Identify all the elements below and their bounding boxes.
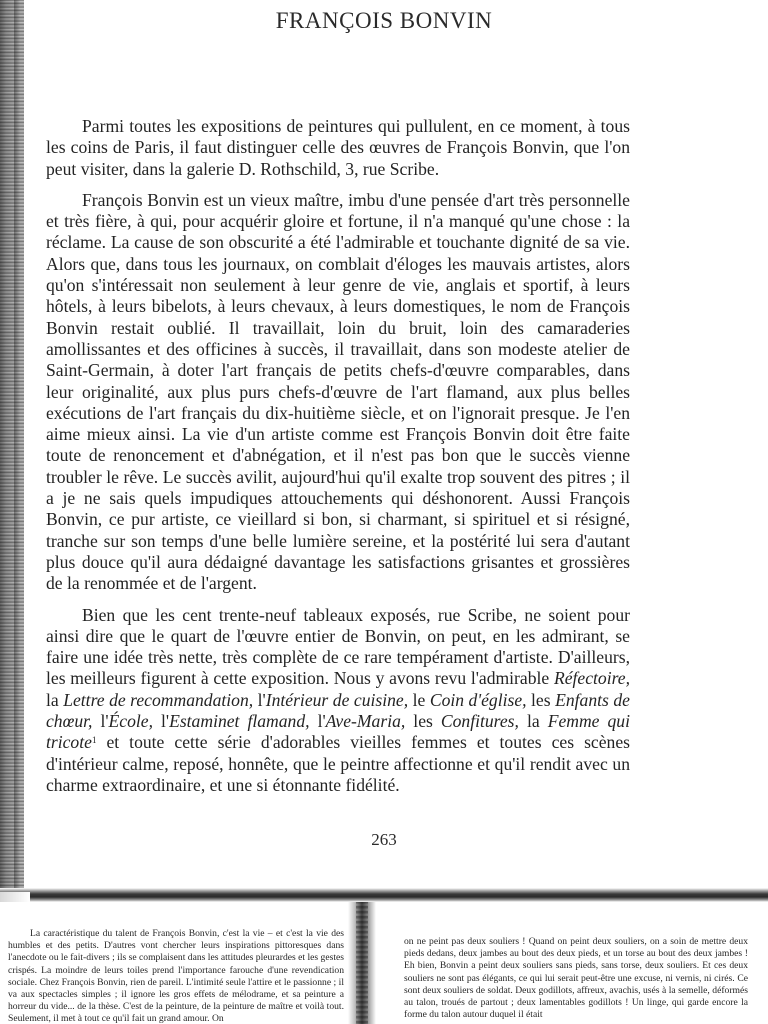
paragraph-3-outro: et toute cette série d'adorables vieilles femmes et toutes ces scènes d'intérieur calme, reposé, honnête, que le peintre affectionne et qu'il rendit avec un charme extraordinaire, et une si étonnante fidélité. xyxy=(46,732,630,795)
paragraph-3 xyxy=(46,605,630,797)
text-l-3: l' xyxy=(152,711,170,732)
title-ave-maria: Ave-Maria, xyxy=(325,711,406,732)
page-title: FRANÇOIS BONVIN xyxy=(275,8,493,33)
page-number: 263 xyxy=(371,830,397,849)
title-femme-qui-tricote: Femme qui tricote xyxy=(46,711,630,753)
text-les-2: les xyxy=(405,711,441,732)
title-enfants-de-choeur: Enfants de chœur, xyxy=(46,689,630,732)
paragraph-3-intro: Bien que les cent trente-neuf tableaux exposés, rue Scribe, ne soient pour ainsi dire que le quart de l'œuvre entier de Bonvin, on peut, en les admirant, se faire une idée très nette, très complète de ce rare tempérament d'artiste. D'ailleurs, les meilleurs figurent à cette exposition. Nous y avons revu l'admirable xyxy=(46,604,630,689)
title-coin-d-eglise: Coin d'église, xyxy=(429,689,527,710)
page-gap xyxy=(0,888,768,902)
text-la-2: la xyxy=(518,711,548,732)
text-l-1: l' xyxy=(253,689,266,710)
binding-shadow xyxy=(14,0,20,892)
paragraph-2: François Bonvin est un vieux maître, imbu d'une pensée d'art très personnelle et très fière, à qui, pour acquérir gloire et fortune, il n'a manqué qu'une chose : la réclame. La cause de son obscurité a été l'admirable et touchante dignité de sa vie. Alors que, dans tous les journaux, on comblait d'éloges les mauvais artistes, alors qu'on s'intéressait non seulement à leur genre de vie, anglais et sportif, à leurs hôtels, à leurs bibelots, à leurs chevaux, à leurs domestiques, le nom de François Bonvin restait oublié. Il travaillait, loin du bruit, loin des camaraderies amollissantes et des officines à succès, il travaillait, dans son modeste atelier de Saint-Germain, à doter l'art français de petits chefs-d'œuvre comparables, dans leur originalité, aux plus purs chefs-d'œuvre de l'art flamand, aux plus belles exécutions de l'art français du dix-huitième siècle, et on l'ignorait presque. Je l'en aime mieux ainsi. La vie d'un artiste comme est François Bonvin doit être faite toute de renoncement et d'abnégation, et il n'est pas bon que le succès vienne troubler le rêve. Le succès avilit, aujourd'hui qu'il exalte trop souvent des pitres ; il a je ne sais quels impudiques attouchements qui déshonorent. Aussi François Bonvin, ce pur artiste, ce vieillard si bon, si charmant, si spirituel et si résigné, tranche sur son temps d'une belle lumière sereine, et la postérité lui sera d'autant plus douce qu'il aura dédaigné davantage les satisfactions grisantes et grossières de la renommée et de l'argent. xyxy=(46,189,630,594)
next-spread-right-text: on ne peint pas deux souliers ! Quand on peint deux souliers, on a soin de mettre deux pieds dedans, deux jambes au bout des deux pieds, et un torse au bout des deux jambes ! Eh bien, Bonvin a peint deux souliers sans pieds, sans torse, deux souliers. Et ces deux souliers ne sont pas élégants, ce qui lui serait peut-être une excuse, ni vernis, ni cirés. Ce sont deux souliers de soldat. Deux godillots, affreux, avachis, usés à la semelle, déformés au talon, troués de partout ; deux lamentables godillots ! Un linge, qui garde encore la forme du talon autour duquel il était xyxy=(404,936,748,1021)
next-page-spread xyxy=(0,902,768,1024)
title-estaminet-flamand: Estaminet flamand, xyxy=(169,711,310,732)
spine-texture xyxy=(356,902,368,1024)
title-ecole: École, xyxy=(108,711,153,732)
text-les-1: les xyxy=(526,689,556,710)
title-interieur-de-cuisine: Intérieur de cuisine, xyxy=(265,689,409,710)
text-l-2: l' xyxy=(92,711,109,732)
text-le: le xyxy=(408,689,430,710)
next-spread-left-column xyxy=(8,928,344,1024)
next-spread-left-text: La caractéristique du talent de François Bonvin, c'est la vie – et c'est la vie des humbles et des petits. D'autres vont chercher leurs inspirations pittoresques dans l'anecdote ou le fait-divers ; ils se complaisent dans les attitudes pleurardes et les gestes crispés. La moindre de leurs toiles prend l'importance farouche d'une revendication sociale. Chez François Bonvin, rien de pareil. L'intimité seule l'attire et le passionne ; il va aux spectacles simples ; il ignore les gros effets de mélodrame, et sa peinture a horreur du vide... de la thèse. C'est de la peinture, de la peinture de maître et voilà tout. Seulement, il met à tout ce qu'il fait un grand amour. On xyxy=(8,928,344,1024)
footnote-marker: 1 xyxy=(91,735,97,746)
title-refectoire: Réfectoire, xyxy=(553,668,630,689)
paragraph-1: Parmi toutes les expositions de peintures qui pullulent, en ce moment, à tous les coins de Paris, il faut distinguer celle des œuvres de François Bonvin, que l'on peut visiter, dans la galerie D. Rothschild, 3, rue Scribe. xyxy=(46,116,630,179)
body-text xyxy=(46,116,630,806)
text-l-4: l' xyxy=(309,711,326,732)
text-la: la xyxy=(46,689,64,710)
book-binding-edge xyxy=(0,0,24,892)
next-spread-right-column xyxy=(404,936,748,1021)
title-lettre-de-recommandation: Lettre de recommandation, xyxy=(63,689,254,710)
title-confitures: Confitures, xyxy=(440,711,519,732)
